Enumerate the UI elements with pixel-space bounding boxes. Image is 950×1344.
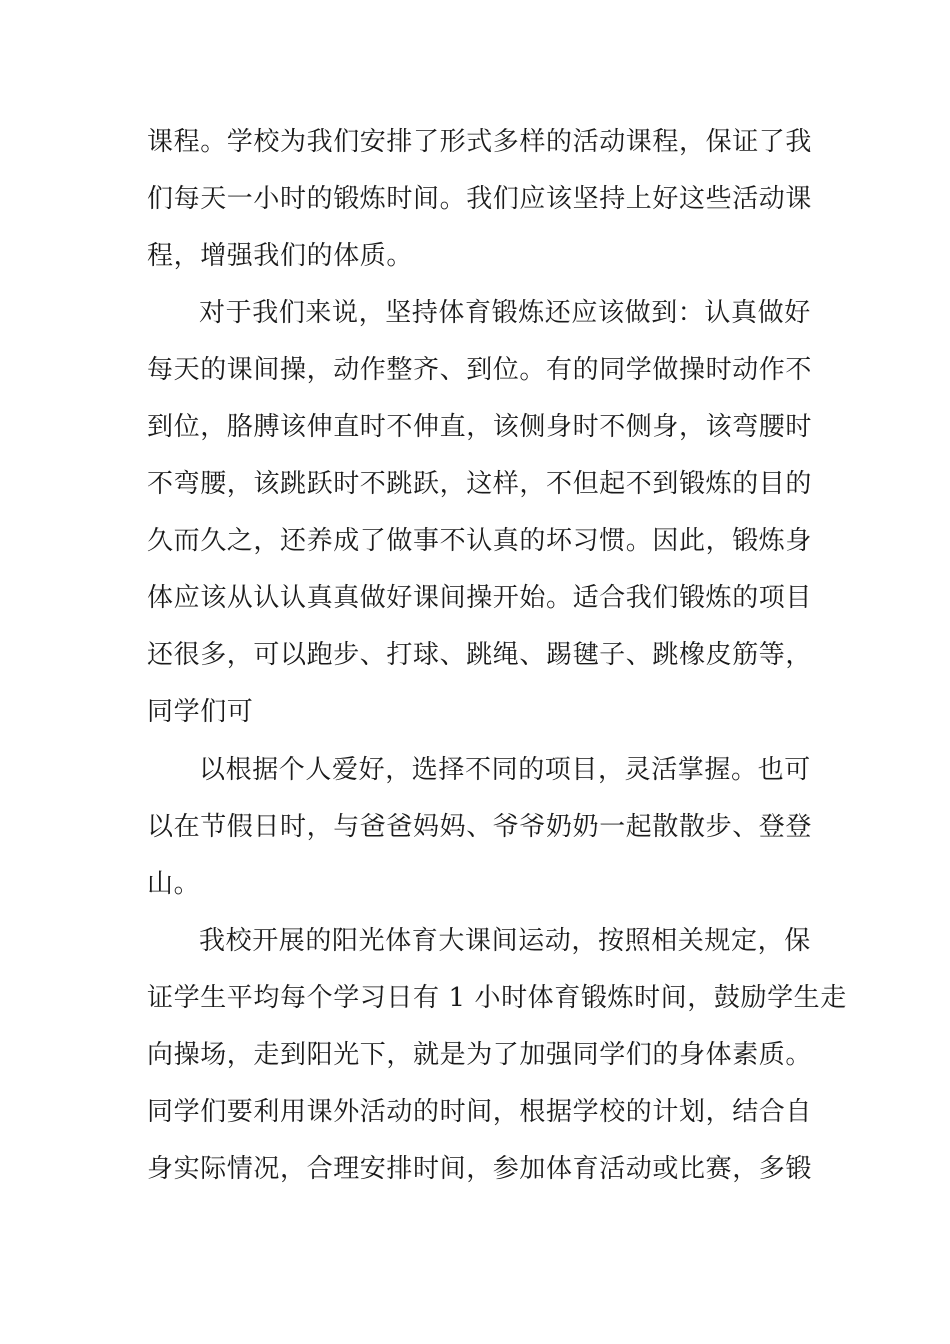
text-line: 身实际情况，合理安排时间，参加体育活动或比赛，多锻	[147, 1154, 813, 1184]
paragraph-start-line: 以根据个人爱好，选择不同的项目，灵活掌握。也可	[199, 755, 811, 785]
text-line: 不弯腰，该跳跃时不跳跃，这样，不但起不到锻炼的目的	[147, 469, 813, 499]
text-line: 课程。学校为我们安排了形式多样的活动课程，保证了我	[147, 127, 813, 157]
text-line: 同学们要利用课外活动的时间，根据学校的计划，结合自	[147, 1097, 813, 1127]
text-line: 体应该从认认真真做好课间操开始。适合我们锻炼的项目	[147, 583, 813, 613]
text-line: 久而久之，还养成了做事不认真的坏习惯。因此，锻炼身	[147, 526, 813, 556]
text-line: 山。	[147, 869, 201, 899]
paragraph-start-line: 对于我们来说，坚持体育锻炼还应该做到：认真做好	[199, 298, 811, 328]
text-line: 们每天一小时的锻炼时间。我们应该坚持上好这些活动课	[147, 184, 813, 214]
paragraph-start-line: 我校开展的阳光体育大课间运动，按照相关规定，保	[199, 926, 811, 956]
text-line: 同学们可	[147, 697, 254, 727]
text-line: 还很多，可以跑步、打球、跳绳、踢毽子、跳橡皮筋等，	[147, 640, 813, 670]
text-line: 程，增强我们的体质。	[147, 241, 414, 271]
text-line: 每天的课间操，动作整齐、到位。有的同学做操时动作不	[147, 355, 813, 385]
text-line: 以在节假日时，与爸爸妈妈、爷爷奶奶一起散散步、登登	[147, 812, 813, 842]
text-line: 到位，胳膊该伸直时不伸直，该侧身时不侧身，该弯腰时	[147, 412, 813, 442]
text-line: 证学生平均每个学习日有 1 小时体育锻炼时间，鼓励学生走	[147, 983, 847, 1013]
text-line: 向操场，走到阳光下，就是为了加强同学们的身体素质。	[147, 1040, 813, 1070]
